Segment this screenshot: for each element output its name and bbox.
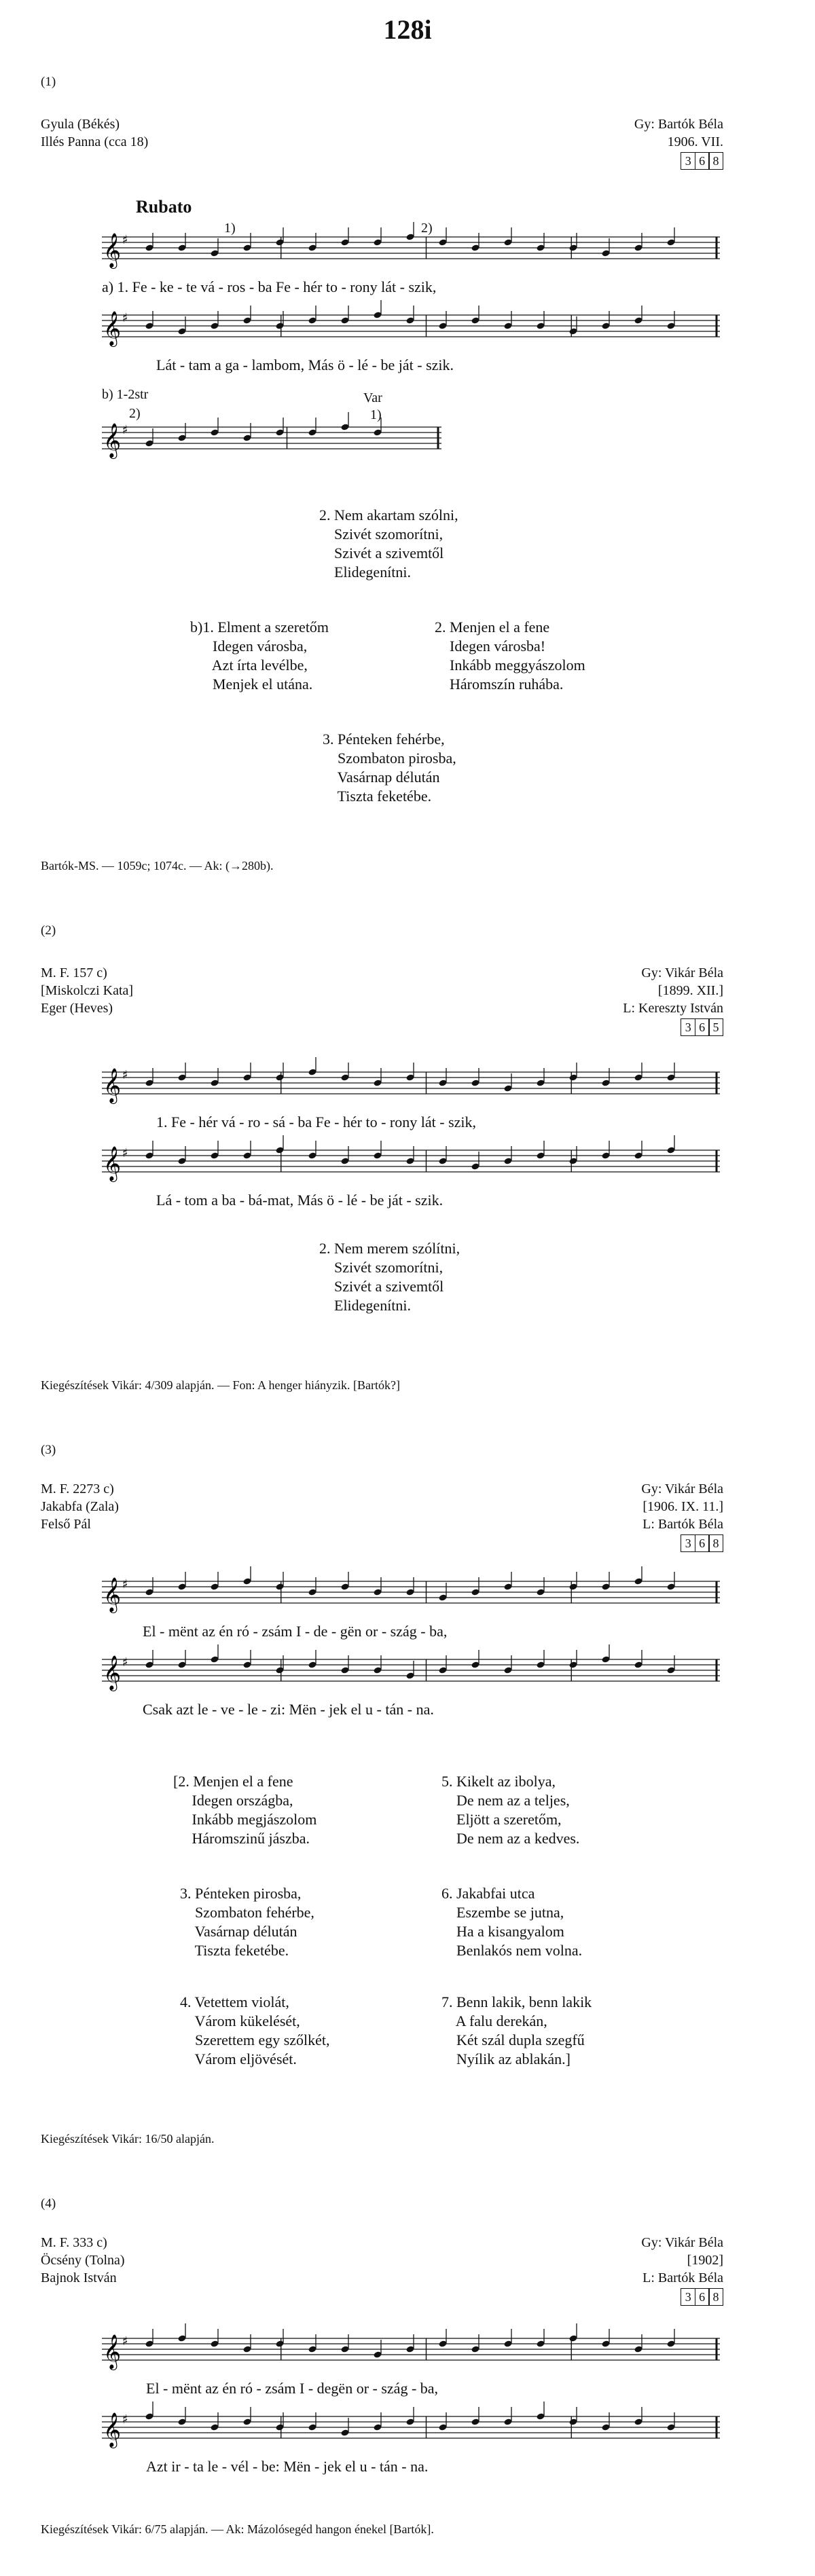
- music-staff: [102, 1655, 720, 1690]
- variant-label: b) 1-2str: [102, 387, 149, 402]
- catalog-number: M. F. 2273 c): [41, 1482, 114, 1496]
- treble-clef-icon: 𝄞: [103, 1068, 122, 1103]
- singer: Illés Panna (cca 18): [41, 134, 149, 149]
- staff-graphic: [102, 1577, 720, 1612]
- source-place: Eger (Heves): [41, 1001, 113, 1016]
- catalog-signature: 3 6 8: [682, 1534, 723, 1552]
- catalog-signature: 3 6 5: [682, 1018, 723, 1036]
- music-staff: [102, 2334, 720, 2369]
- singer: [Miskolczi Kata]: [41, 983, 134, 998]
- sharp-icon: ♯: [122, 423, 128, 437]
- variant-marker: 2): [421, 221, 433, 236]
- page-title: 128i: [383, 14, 432, 45]
- treble-clef-icon: 𝄞: [103, 423, 122, 458]
- source-place: Gyula (Békés): [41, 117, 120, 132]
- treble-clef-icon: 𝄞: [103, 1655, 122, 1690]
- stanza: [2. Menjen el a fene Idegen országba, Inkább megjászolom Háromszinű jászba.: [173, 1773, 317, 1847]
- date: [1906. IX. 11.]: [642, 1499, 723, 1514]
- sharp-icon: ♯: [122, 2412, 128, 2427]
- lyrics-line: El - mënt az én ró - zsám I - degën or - szág - ba,: [146, 2380, 439, 2397]
- lyrics-line: Lá - tom a ba - bá-mat, Más ö - lé - be ját - szik.: [156, 1192, 443, 1209]
- staff-graphic: [102, 423, 441, 458]
- staff-graphic: [102, 2412, 720, 2447]
- sharp-icon: ♯: [122, 1068, 128, 1082]
- section-3-left-meta: [41, 1480, 119, 1533]
- footnote: Kiegészítések Vikár: 4/309 alapján. — Fon: A henger hiányzik. [Bartók?]: [41, 1378, 400, 1392]
- lyrics-line: Azt ir - ta le - vél - be: Mën - jek el u - tán - na.: [146, 2458, 429, 2475]
- music-staff: [102, 1068, 720, 1103]
- catalog-number: M. F. 157 c): [41, 965, 107, 980]
- section-4-left-meta: [41, 2234, 125, 2287]
- staff-graphic: [102, 1655, 720, 1690]
- stanza: b)1. Elment a szeretőm Idegen városba, Azt írta levélbe, Menjek el utána.: [190, 619, 329, 693]
- stanza: 5. Kikelt az ibolya, De nem az a teljes, Eljött a szeretőm, De nem az a kedves.: [441, 1773, 580, 1847]
- singer: Felső Pál: [41, 1517, 91, 1532]
- transcriber: L: Kereszty István: [623, 1001, 723, 1016]
- tempo-marking: Rubato: [136, 197, 192, 217]
- music-staff: [102, 1577, 720, 1612]
- staff-graphic: [102, 1068, 720, 1103]
- staff-graphic: [102, 1146, 720, 1181]
- lyrics-line: Csak azt le - ve - le - zi: Mën - jek el u - tán - na.: [143, 1701, 434, 1718]
- stanza: 2. Nem merem szólítni, Szivét szomorítni, Szivét a szivemtől Elidegenítni.: [319, 1240, 460, 1314]
- variant-label: Var: [363, 390, 382, 405]
- sharp-icon: ♯: [122, 2334, 128, 2349]
- sharp-icon: ♯: [122, 1655, 128, 1670]
- music-staff: [102, 423, 441, 458]
- treble-clef-icon: 𝄞: [103, 233, 122, 268]
- stanza: 6. Jakabfai utca Eszembe se jutna, Ha a kisangyalom Benlakós nem volna.: [441, 1885, 583, 1959]
- treble-clef-icon: 𝄞: [103, 1577, 122, 1612]
- stanza: 2. Nem akartam szólni, Szivét szomorítni, Szivét a szivemtől Elidegenítni.: [319, 507, 458, 581]
- transcriber: L: Bartók Béla: [642, 2270, 723, 2285]
- section-4-number: (4): [41, 2196, 56, 2211]
- sharp-icon: ♯: [122, 311, 128, 325]
- music-staff: [102, 2412, 720, 2447]
- source-place: Öcsény (Tolna): [41, 2253, 125, 2268]
- variant-marker: 1): [224, 221, 236, 236]
- catalog-signature: 3 6 8: [682, 2288, 723, 2306]
- singer: Bajnok István: [41, 2270, 117, 2285]
- stanza: 3. Pénteken pirosba, Szombaton fehérbe, Vasárnap délután Tiszta feketébe.: [180, 1885, 314, 1959]
- staff-graphic: [102, 2334, 720, 2369]
- section-1-left-meta: [41, 115, 148, 151]
- section-2-number: (2): [41, 923, 56, 938]
- variant-marker: 2): [129, 406, 141, 421]
- collector: Gy: Vikár Béla: [641, 2235, 723, 2250]
- catalog-number: M. F. 333 c): [41, 2235, 107, 2250]
- music-staff: [102, 233, 720, 268]
- catalog-signature: 3 6 8: [682, 152, 723, 170]
- lyrics-line: a) 1. Fe - ke - te vá - ros - ba Fe - hér to - rony lát - szik,: [102, 278, 437, 295]
- variant-marker: 1): [370, 407, 382, 422]
- section-2-right-meta: [623, 964, 723, 1036]
- source-place: Jakabfa (Zala): [41, 1499, 119, 1514]
- treble-clef-icon: 𝄞: [103, 1146, 122, 1181]
- music-staff: [102, 1146, 720, 1181]
- date: 1906. VII.: [667, 134, 723, 149]
- section-3-number: (3): [41, 1443, 56, 1457]
- lyrics-line: Lát - tam a ga - lambom, Más ö - lé - be ját - szik.: [156, 356, 454, 373]
- collector: Gy: Vikár Béla: [641, 965, 723, 980]
- footnote: Kiegészítések Vikár: 16/50 alapján.: [41, 2132, 215, 2146]
- sharp-icon: ♯: [122, 233, 128, 247]
- staff-graphic: [102, 311, 720, 346]
- music-staff: [102, 311, 720, 346]
- section-4-right-meta: [641, 2234, 723, 2306]
- collector: Gy: Bartók Béla: [634, 117, 723, 132]
- treble-clef-icon: 𝄞: [103, 2412, 122, 2447]
- stanza: 2. Menjen el a fene Idegen városba! Inkább meggyászolom Háromszín ruhába.: [435, 619, 585, 693]
- lyrics-line: El - mënt az én ró - zsám I - de - gën or - szág - ba,: [143, 1623, 448, 1640]
- stanza: 3. Pénteken fehérbe, Szombaton pirosba, Vasárnap délután Tiszta feketébe.: [323, 731, 456, 805]
- transcriber: L: Bartók Béla: [642, 1517, 723, 1532]
- footnote: Bartók-MS. — 1059c; 1074c. — Ak: (→280b).: [41, 859, 274, 872]
- collector: Gy: Vikár Béla: [641, 1482, 723, 1496]
- sharp-icon: ♯: [122, 1577, 128, 1591]
- section-2-left-meta: [41, 964, 133, 1017]
- treble-clef-icon: 𝄞: [103, 311, 122, 346]
- date: [1899. XII.]: [657, 983, 723, 998]
- date: [1902]: [687, 2253, 723, 2268]
- section-1-right-meta: [634, 115, 723, 170]
- treble-clef-icon: 𝄞: [103, 2334, 122, 2369]
- footnote: Kiegészítések Vikár: 6/75 alapján. — Ak: Mázolósegéd hangon énekel [Bartók].: [41, 2522, 434, 2536]
- section-1-number: (1): [41, 75, 56, 89]
- sharp-icon: ♯: [122, 1146, 128, 1160]
- stanza: 4. Vetettem violát, Várom kükelését, Szerettem egy szőlkét, Várom eljövését.: [180, 1993, 330, 2067]
- section-3-right-meta: [641, 1480, 723, 1552]
- stanza: 7. Benn lakik, benn lakik A falu derekán, Két szál dupla szegfű Nyílik az ablakán.]: [441, 1993, 592, 2067]
- lyrics-line: 1. Fe - hér vá - ro - sá - ba Fe - hér to - rony lát - szik,: [156, 1114, 477, 1130]
- staff-graphic: [102, 233, 720, 268]
